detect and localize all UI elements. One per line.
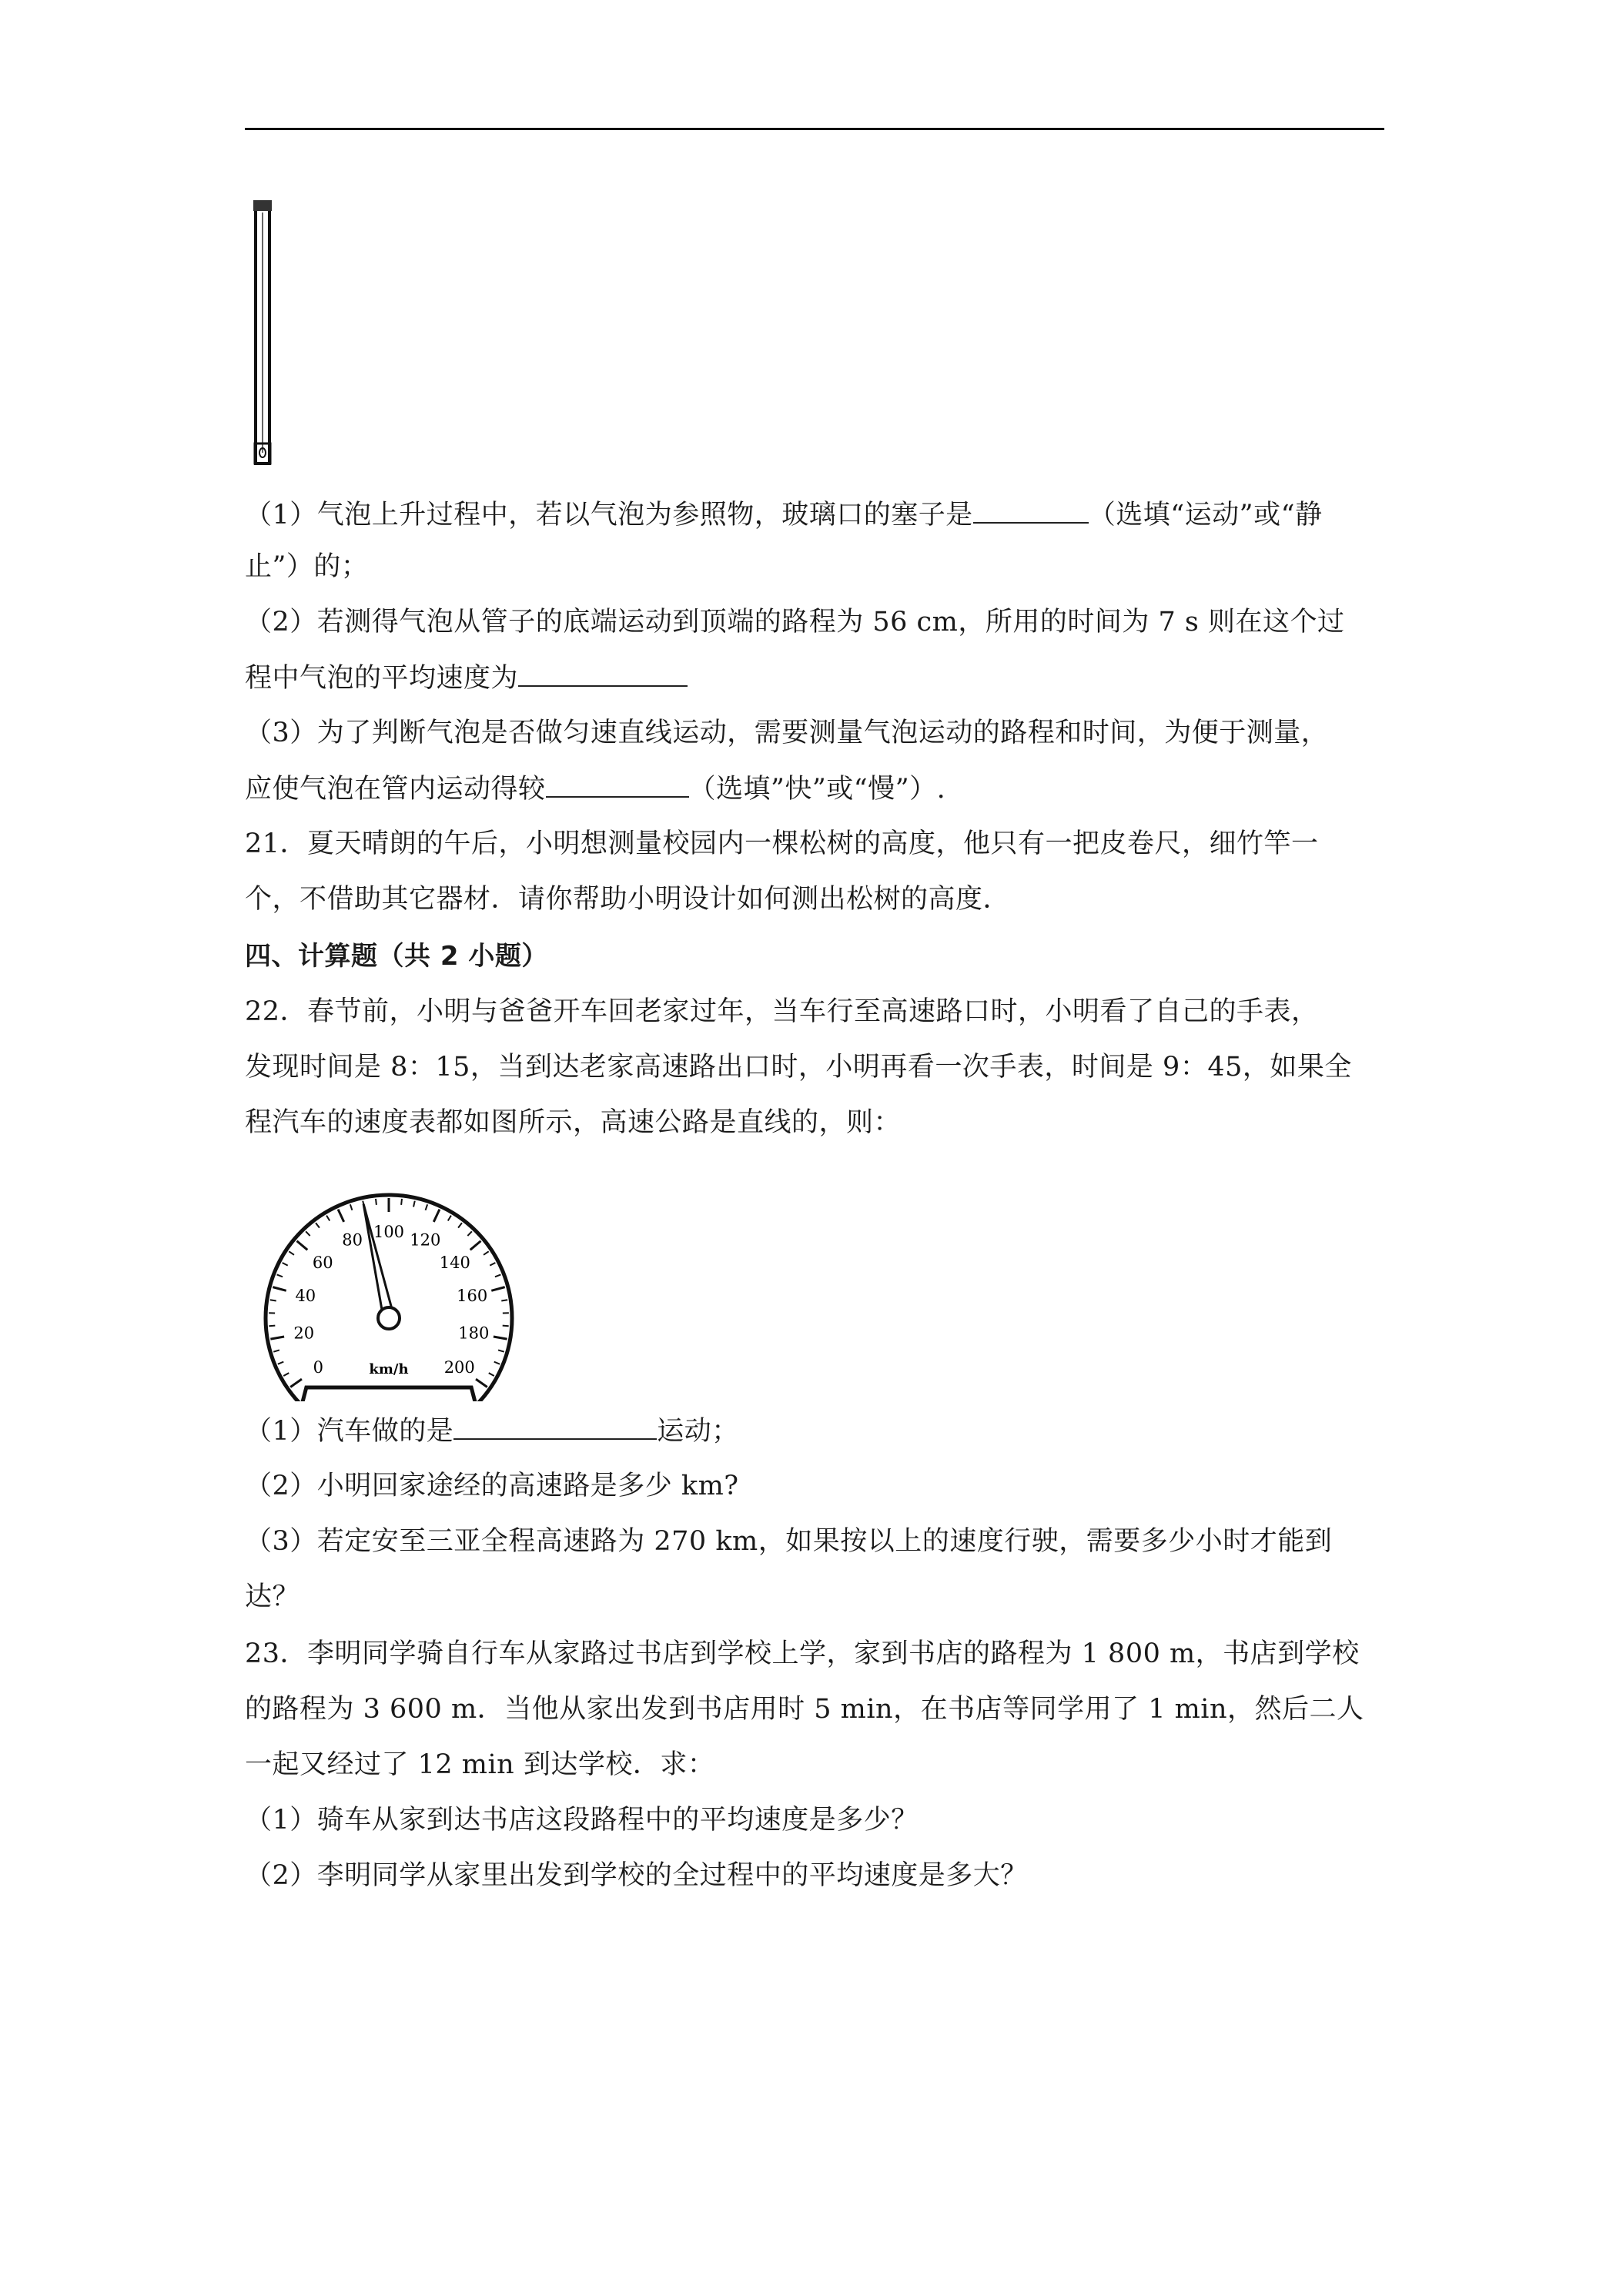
- speedometer-needle: [363, 1204, 394, 1320]
- q20-sub3-blank[interactable]: [546, 770, 689, 798]
- speedometer-tick: [283, 1373, 289, 1376]
- speedometer-tick: [296, 1241, 307, 1250]
- q23-line3: 一起又经过了 12 min 到达学校．求：: [245, 1749, 715, 1780]
- speedometer-tick: [270, 1337, 284, 1339]
- speedometer-tick: [269, 1326, 275, 1327]
- q22-line3: 程汽车的速度表都如图所示，高速公路是直线的，则：: [245, 1107, 902, 1138]
- header-rule: [245, 128, 1384, 130]
- speedometer-label: 100: [373, 1223, 405, 1241]
- q23-line1: 23．李明同学骑自行车从家路过书店到学校上学，家到书店的路程为 1 800 m，书店到学校: [245, 1638, 1360, 1669]
- q23-line2: 的路程为 3 600 m．当他从家出发到书店用时 5 min，在书店等同学用了 1 min，然后二人: [245, 1694, 1364, 1725]
- q20-sub2-line1: （2）若测得气泡从管子的底端运动到顶端的路程为 56 cm，所用的时间为 7 s 则在这个过: [245, 607, 1345, 638]
- q22-sub3-line2: 达？: [245, 1581, 300, 1612]
- speedometer-tick: [413, 1201, 415, 1207]
- speedometer-tick: [316, 1223, 320, 1227]
- speedometer-tick: [350, 1204, 353, 1210]
- speedometer-tick: [448, 1216, 451, 1221]
- speedometer-tick: [458, 1223, 462, 1227]
- speedometer-tick: [426, 1204, 428, 1210]
- q22-sub3-line1: （3）若定安至三亚全程高速路为 270 km，如果按以上的速度行驶，需要多少小时才能到: [245, 1526, 1333, 1557]
- speedometer-label: 160: [457, 1287, 488, 1306]
- speedometer-tick: [503, 1326, 509, 1327]
- q20-sub2-line2: 程中气泡的平均速度为: [245, 659, 1384, 697]
- glass-tube-figure: [248, 199, 279, 468]
- speedometer-tick: [495, 1274, 500, 1277]
- speedometer-tick: [306, 1231, 310, 1236]
- q21-line2: 个，不借助其它器材．请你帮助小明设计如何测出松树的高度．: [245, 884, 1011, 915]
- speedometer-tick: [498, 1350, 504, 1351]
- speedometer-hub: [378, 1307, 400, 1329]
- speedometer-tick: [490, 1263, 495, 1266]
- q22-sub2: （2）小明回家途经的高速路是多少 km?: [245, 1471, 739, 1501]
- speedometer-tick: [484, 1251, 489, 1254]
- speedometer-tick: [273, 1350, 279, 1351]
- speedometer-tick: [278, 1362, 283, 1364]
- q23-sub1: （1）骑车从家到达书店这段路程中的平均速度是多少？: [245, 1805, 919, 1836]
- section-title: 四、计算题（共 2 小题）: [245, 941, 548, 972]
- speedometer-tick: [283, 1263, 288, 1266]
- q21-line1: 21．夏天晴朗的午后，小明想测量校园内一棵松树的高度，他只有一把皮卷尺，细竹竿一: [245, 828, 1319, 859]
- q20-sub3-line2: 应使气泡在管内运动得较 （选填”快”或“慢”）.: [245, 770, 1384, 808]
- q22-line2: 发现时间是 8：15，当到达老家高速路出口时，小明再看一次手表，时间是 9：45，如果全: [245, 1052, 1352, 1083]
- speedometer-tick: [277, 1274, 283, 1277]
- speedometer-tick: [476, 1379, 487, 1387]
- q22-line1: 22．春节前，小明与爸爸开车回老家过年，当车行至高速路口时，小明看了自己的手表，: [245, 996, 1319, 1027]
- q22-sub1-blank[interactable]: [453, 1412, 657, 1440]
- speedometer-tick: [470, 1241, 481, 1250]
- speedometer-label: 0: [313, 1358, 323, 1377]
- speedometer-label: 40: [295, 1287, 316, 1306]
- speedometer-tick: [338, 1210, 344, 1222]
- q22-sub1: （1）汽车做的是 运动；: [245, 1412, 1384, 1450]
- speedometer-tick: [494, 1337, 507, 1339]
- speedometer-tick: [494, 1362, 500, 1364]
- q20-sub3-line1: （3）为了判断气泡是否做匀速直线运动，需要测量气泡运动的路程和时间，为便于测量，: [245, 718, 1329, 748]
- speedometer-tick: [491, 1287, 504, 1291]
- speedometer-label: 80: [342, 1230, 363, 1250]
- speedometer-unit: km/h: [369, 1361, 409, 1377]
- speedometer-tick: [401, 1199, 402, 1205]
- speedometer-tick: [467, 1231, 472, 1236]
- speedometer-tick: [273, 1287, 286, 1291]
- speedometer-label: 180: [458, 1324, 490, 1343]
- speedometer-label: 200: [443, 1358, 475, 1377]
- q20-sub1-line2: 止”）的；: [245, 551, 369, 582]
- q20-sub1-line1: （1）气泡上升过程中，若以气泡为参照物，玻璃口的塞子是 （选填“运动”或“静: [245, 496, 1384, 534]
- speedometer-tick: [326, 1216, 330, 1221]
- speedometer-label: 120: [410, 1230, 441, 1250]
- speedometer-label: 20: [293, 1324, 315, 1343]
- speedometer-tick: [290, 1379, 302, 1387]
- speedometer-tick: [489, 1373, 494, 1376]
- speedometer-label: 60: [312, 1253, 333, 1273]
- speedometer-tick: [289, 1251, 294, 1254]
- speedometer-figure: [262, 1156, 547, 1401]
- speedometer-label: 140: [439, 1253, 470, 1273]
- q23-sub2: （2）李明同学从家里出发到学校的全过程中的平均速度是多大？: [245, 1860, 1028, 1891]
- q20-sub1-blank[interactable]: [973, 496, 1089, 524]
- speedometer-tick: [433, 1210, 440, 1222]
- q20-sub2-blank[interactable]: [518, 659, 688, 687]
